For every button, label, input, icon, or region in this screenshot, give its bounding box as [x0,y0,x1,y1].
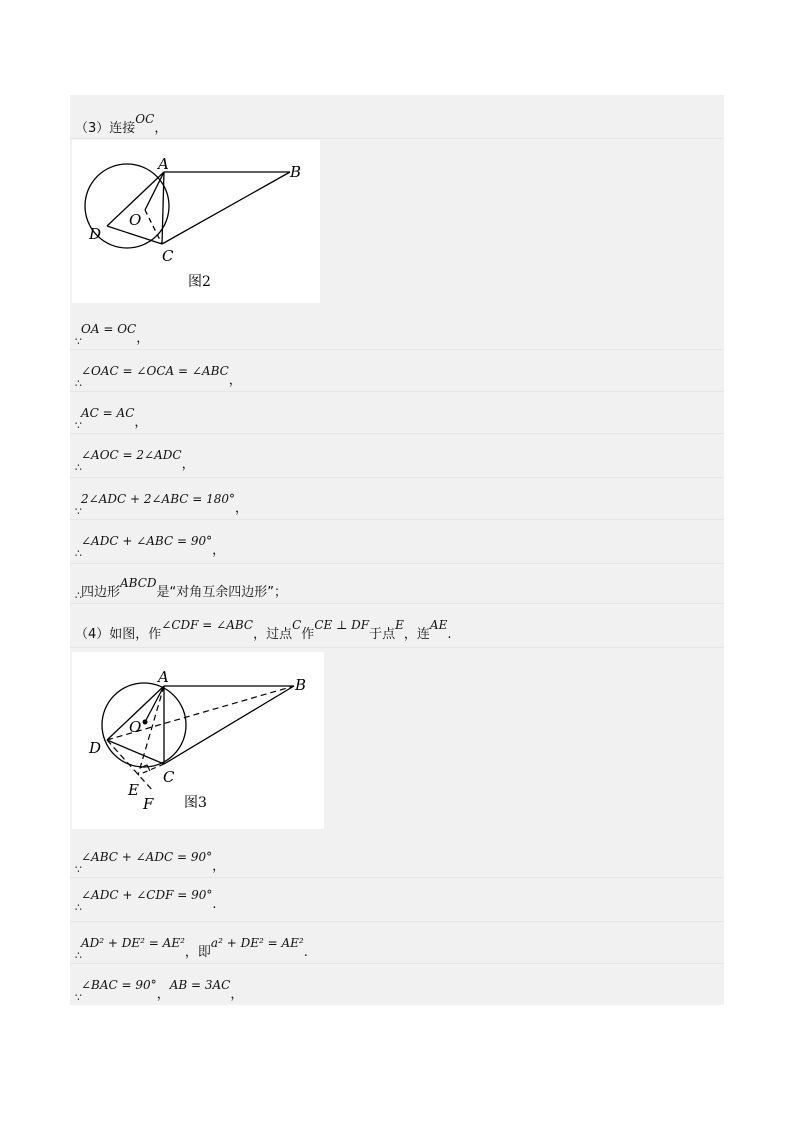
part4-t5: . [447,627,452,642]
part4-t2: 作 [301,627,315,642]
part4-t4: ，连 [403,627,430,642]
step3-tail-5: ， [235,501,249,516]
step4-expr-3: AD² + DE² = AE² [81,936,185,950]
fig3-label-D: D [89,739,102,757]
part4-row [70,603,724,648]
step4-mid-3: ，即 [184,945,211,960]
fig3-label-E: E [128,781,139,799]
step3-row-4 [70,433,724,478]
solution-sheet [70,95,724,1005]
step4-tail-4: ， [230,987,244,1002]
because-symbol: ∵ [75,991,81,1004]
part3-comma: ， [154,121,168,136]
because-symbol: ∵ [75,505,81,518]
part4-point-C: C [292,618,302,632]
figure-3 [72,652,324,829]
step3-row-5 [70,477,724,520]
fig2-caption: 图2 [188,274,211,290]
conclusion3-pre: 四边形 [81,585,121,600]
part4-t1: ，过点 [253,627,293,642]
step4-expr2-4: AB = 3AC [169,978,231,992]
part4-label: （4）如图，作 [75,627,162,642]
step3-tail-6: ， [212,543,226,558]
step3-row-2 [70,349,724,392]
because-symbol: ∵ [75,863,81,876]
step4-tail-2: . [212,897,217,912]
step4-expr-4: ∠BAC = 90° [81,978,157,992]
fig3-label-F: F [143,795,154,813]
fig2-label-A: A [158,155,169,173]
fig2-label-D: D [89,225,102,243]
fig3-caption: 图3 [184,795,207,811]
step3-expr-1: OA = OC [81,322,137,336]
because-symbol: ∵ [75,335,81,348]
figure-2-diagram [72,140,320,303]
part4-seg: AE [429,618,448,632]
step3-row-3 [70,391,724,434]
part3-label: （3）连接 [75,121,136,136]
figure-3-diagram [72,652,324,829]
fig3-label-O: O [129,718,142,736]
step4-tail-3: . [303,945,308,960]
part4-expr2: CE ⊥ DF [314,618,370,632]
fig3-label-A: A [158,668,169,686]
step4-row-2 [70,877,724,922]
step4-expr2-3: a² + DE² = AE² [210,936,304,950]
fig2-label-O: O [129,211,142,229]
step4-mid-4: ， [156,987,170,1002]
fig3-label-B: B [295,676,307,694]
conclusion3-post: 是“对角互余四边形”； [156,585,288,600]
step3-expr-6: ∠ADC + ∠ABC = 90° [81,534,213,548]
fig2-label-B: B [290,163,302,181]
step3-tail-1: ， [136,331,150,346]
part4-t3: 于点 [369,627,396,642]
part3-seg: OC [135,112,155,126]
step4-row-3 [70,921,724,964]
step3-tail-3: ， [134,415,148,430]
part4-expr1: ∠CDF = ∠ABC [161,618,254,632]
step3-tail-2: ， [228,373,242,388]
step3-row-1 [70,307,724,350]
conclusion3-expr: ABCD [120,576,157,590]
step3-expr-3: AC = AC [81,406,135,420]
step3-expr-4: ∠AOC = 2∠ADC [81,448,182,462]
figure-2 [72,140,320,303]
part4-point-E: E [395,618,404,632]
step4-row-1 [70,835,724,878]
therefore-symbol: ∴ [75,901,81,914]
step3-expr-5: 2∠ADC + 2∠ABC = 180° [81,492,236,506]
part3-row [70,95,724,139]
therefore-symbol: ∴ [75,547,81,560]
step4-expr-2: ∠ADC + ∠CDF = 90° [81,888,213,902]
fig3-label-C: C [163,768,175,786]
step4-row-4 [70,963,724,1005]
step3-row-6 [70,519,724,564]
step4-expr-1: ∠ABC + ∠ADC = 90° [81,850,213,864]
therefore-symbol: ∴ [75,377,81,390]
because-symbol: ∵ [75,419,81,432]
part3-line [75,112,168,136]
therefore-symbol: ∴ [75,589,81,602]
therefore-symbol: ∴ [75,461,81,474]
step3-expr-2: ∠OAC = ∠OCA = ∠ABC [81,364,229,378]
step3-tail-4: ， [181,457,195,472]
conclusion3-row [70,563,724,604]
therefore-symbol: ∴ [75,949,81,962]
step4-tail-1: ， [212,859,226,874]
fig2-label-C: C [162,247,174,265]
